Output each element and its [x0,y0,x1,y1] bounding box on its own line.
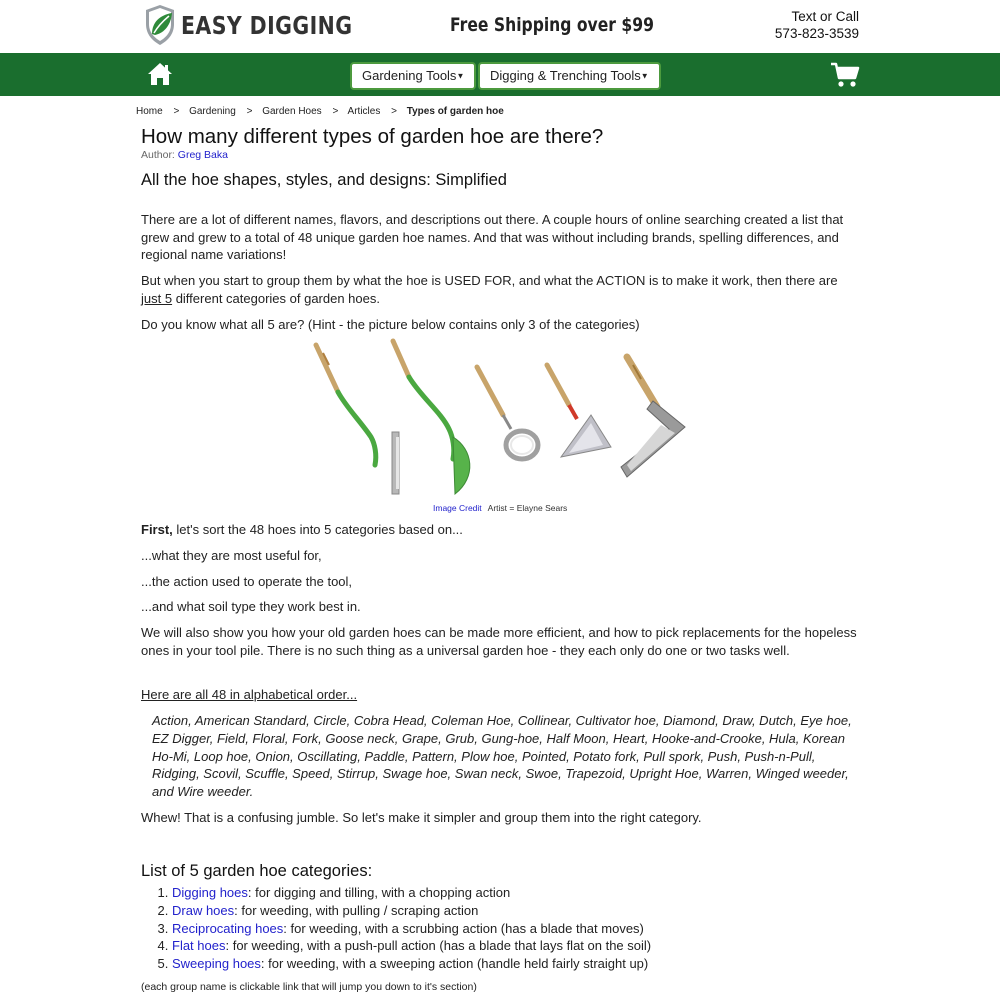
list-item [172,937,861,955]
intro-paragraph: There are a lot of different names, flavors, and descriptions out there. A couple hours of online searching created a list that grew and grew to a total of 48 unique garden hoe names. And that was without including brands, spelling differences, and regional name variations! [141,212,844,263]
categories-heading: List of 5 garden hoe categories: [141,862,373,881]
digging-tools-label: Digging & Trenching Tools [490,68,641,83]
grouping-paragraph [141,272,861,307]
hoe-illustration [141,337,861,517]
main-nav [0,53,1000,96]
footnote: (each group name is clickable link that will jump you down to it's section) [141,980,477,993]
breadcrumb-separator: > [332,106,339,117]
criteria-line: ...the action used to operate the tool, [141,573,353,589]
category-link-draw[interactable]: Draw hoes [172,903,235,919]
efficiency-paragraph: We will also show you how your old garden hoes can be made more efficient, and how to pick replacements for the hopeless ones in your tool pile. There is no such thing as a universal garden hoe - they each only do one or two tasks well. [141,625,857,658]
category-desc: : for weeding, with a sweeping action (handle held fairly straight up) [260,956,649,972]
free-shipping-banner: Free Shipping over $99 [450,14,654,36]
first-bold: First, [141,522,173,538]
logo-text: EASY DIGGING [181,10,353,40]
category-desc: : for weeding, with pulling / scraping action [234,903,479,919]
breadcrumb-garden-hoes[interactable]: Garden Hoes [262,106,322,117]
alphabetical-heading: Here are all 48 in alphabetical order... [141,687,358,703]
breadcrumb-separator: > [246,106,253,117]
leaf-shield-icon [143,4,177,46]
caret-down-icon: ▼ [640,71,649,81]
garden-hoes-image [141,337,861,502]
author-link[interactable]: Greg Baka [177,149,228,161]
breadcrumb-articles[interactable]: Articles [347,106,381,117]
just-5-underline: just 5 [141,290,173,306]
breadcrumb-separator: > [391,106,397,117]
site-header [0,0,1000,53]
hoe-categories-list [141,884,861,973]
list-item [172,884,861,902]
whew-paragraph: Whew! That is a confusing jumble. So let's make it simpler and group them into the right category. [141,809,702,825]
shopping-cart-icon[interactable] [830,62,860,88]
contact-label: Text or Call [791,9,859,24]
grouping-text-a: But when you start to group them by what the hoe is USED FOR, and what the ACTION is to make it work, then there are [141,273,838,289]
criteria-line: ...what they are most useful for, [141,547,322,563]
category-desc: : for weeding, with a scrubbing action (has a blade that moves) [283,920,644,936]
breadcrumb-current: Types of garden hoe [406,106,504,117]
site-logo[interactable] [143,4,390,46]
image-credit [433,503,567,513]
phone-number[interactable]: 573-823-3539 [774,26,859,41]
breadcrumb-home[interactable]: Home [136,106,163,117]
category-link-flat[interactable]: Flat hoes [172,938,226,954]
contact-info [775,8,859,42]
hint-paragraph: Do you know what all 5 are? (Hint - the picture below contains only 3 of the categories) [141,316,640,332]
category-link-digging[interactable]: Digging hoes [172,885,248,901]
caret-down-icon: ▼ [456,71,465,81]
alphabetical-hoe-list: Action, American Standard, Circle, Cobra Head, Coleman Hoe, Collinear, Cultivator hoe, Diamond, Draw, Dutch, Eye hoe, EZ Digger, Field, Floral, Fork, Goose neck, Grape, Grub, Gung-hoe, Half Moon, Heart, Hooke-and-Crooke, Hula, Korean Ho-Mi, Loop hoe, Onion, Oscillating, Paddle, Pattern, Plow hoe, Pointed, Potato fork, Pull spork, Push, Push-n-Pull, Ridging, Scovil, Scuffle, Speed, Stirrup, Swage hoe, Swan neck, Swoe, Trapezoid, Upright Hoe, Warren, Winged weeder, and Wire weeder. [152,713,852,799]
article-subtitle: All the hoe shapes, styles, and designs: Simplified [141,171,507,189]
article-body [141,125,861,993]
gardening-tools-label: Gardening Tools [362,68,457,83]
grouping-text-b: different categories of garden hoes. [172,290,380,306]
page-title: How many different types of garden hoe are there? [141,125,604,148]
category-link-sweeping[interactable]: Sweeping hoes [172,956,261,972]
breadcrumb-separator: > [173,106,180,117]
category-desc: : for digging and tilling, with a chopping action [247,885,511,901]
criteria-line: ...and what soil type they work best in. [141,599,361,615]
list-item [172,902,861,920]
first-text: let's sort the 48 hoes into 5 categories based on... [172,522,463,538]
home-icon[interactable] [147,62,173,86]
list-item [172,920,861,938]
image-credit-link[interactable]: Image Credit [433,503,482,514]
image-artist: Artist = Elayne Sears [487,503,568,514]
digging-tools-menu[interactable] [478,62,661,90]
author-line [141,149,861,161]
author-label: Author: [141,149,175,161]
category-desc: : for weeding, with a push-pull action (has a blade that lays flat on the soil) [225,938,652,954]
category-link-reciprocating[interactable]: Reciprocating hoes [172,920,284,936]
breadcrumb-gardening[interactable]: Gardening [189,106,236,117]
gardening-tools-menu[interactable] [350,62,476,90]
breadcrumb [136,106,512,117]
first-paragraph [141,521,861,539]
list-item [172,955,861,973]
